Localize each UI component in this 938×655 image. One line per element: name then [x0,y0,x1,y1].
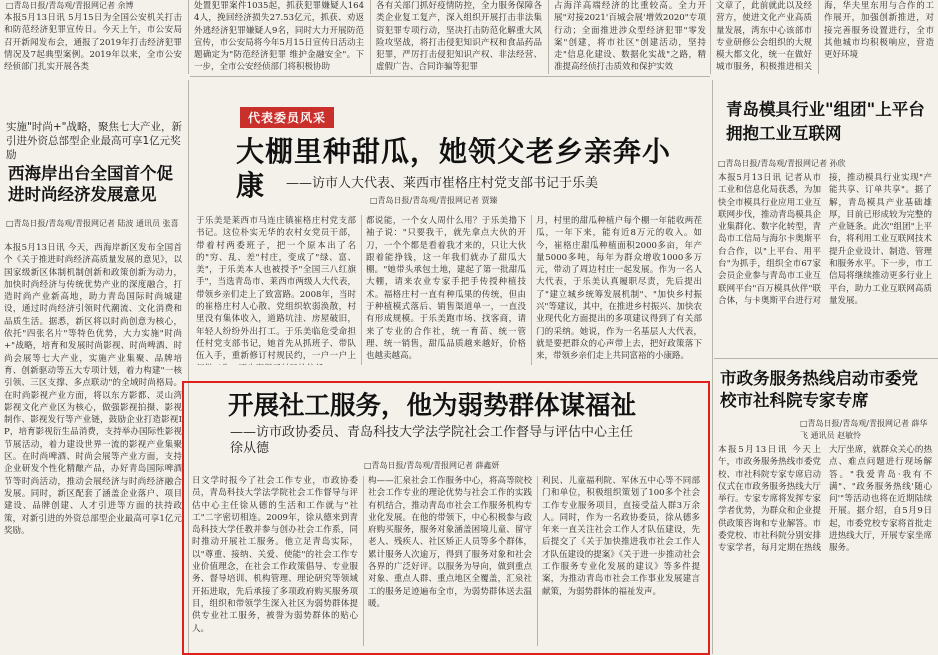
col5-top-text: 文章了，此前就此以及经营方，使进文化产业高质量发展，湾东中心该部市专业研修公会组织的大规模大都文化，统一在做好城市服务，积极推进相关 [716,1,812,73]
feature1-subline: ——访市人大代表、莱西市崔格庄村党支部书记于乐美 [286,176,599,191]
col3-top-text: 各有关部门抓好疫情防控，全力服务保障各类企业复工复产，深入组织开展打击非法集资犯罪专项行动，坚决打击防范化解重大风险攻坚战，将打击侵犯知识产权和食品药品犯罪，严厉打击侵犯知识产权、非法经营、虚假广告、合同诈骗等犯罪 [376,1,542,73]
right-byline2: □青岛日报/青岛观/青报网记者 薛华飞 通讯员 赵敏怜 [800,419,928,440]
right-body2: 本报5月13日讯 今天上午，市政务服务热线市委党校、市社科院专家专席启动仪式在市政务服务热线大厅举行。专家专席将发挥专家学者优势，为群众和企业提供政策咨询和专业解答。市委党校、市社科院分别安排专家学者，每月定期在热线大厅坐席，就群众关心的热点、难点问题进行现场解答。"我爱青岛·我有不满"、"政务服务热线'随心问'"等活动也将在近期陆续开展。据介绍，自5月9日起，市委党校专家将首批走进热线大厅，开展专家坐席服务。 [718,445,932,554]
col1-kicker: 实施"时尚+"战略，聚焦七大产业，新引进外资总部型企业最高可享1亿元奖励 [6,121,182,161]
col1-body: 本报5月13日讯 今天，西海岸新区发布全国首个《关于推进时尚经济高质量发展的意见》，以国家级新区体制机制创新和政策创新为动力，加快时尚经济与传统优势产业的深度融合，打造时尚产业新高地，助力青岛国际时尚城建设，通过时尚经济引领时代潮流、文化消费和品质生活。据悉，新区将以时尚创意为核心，依托"四张名片"等特色优势，大力实施"时尚+"战略，培育和发展时尚影视、时尚啤酒、时尚会展等七大产业，实施产业集聚、品牌培育、创新驱动等五大专项计划，着力构建"一核引领、三区支撑、多点联动"的全域时尚格局。在时尚影视产业方面，将以东方影都、灵山湾影视文化产业区为核心，做强影视拍摄、影视制作、影视发行等产业链，鼓励企业打造影视IP，培育影视衍生品消费，支持举办国际性影视节展活动，着力建设世界一流的影视产业集聚区。在时尚啤酒、时尚会展等产业方面，支持企业研发个性化精酿产品，办好青岛国际啤酒节等时尚活动，推动会展经济与时尚经济融合发展。同时，新区配套了涵盖企业落户、项目建设、品牌创建、人才引进等方面的扶持政策，对新引进的外资总部型企业最高可享1亿元奖励。 [4,243,182,536]
feature1-byline: □青岛日报/青岛观/青报网记者 贾臻 [370,196,498,205]
col4-top-text: 占海洋高端经济的比重较高。全力开展"对接2021'百城会展'增效2020"专项行动；全面推进涉众型经济犯罪"零发案"创建，将市社区"创建活动，坚持走"信息化建设、数据化实战"之路，精准提高经侦打击质效和保护实效 [554,1,706,73]
col1-top-text: 本报5月13日讯 5月15日为全国公安机关打击和防范经济犯罪宣传日。今天上午，市公安局召开新闻发布会，通报了2019年打击经济犯罪情况及7起典型案例。2019年以来，全市公安经侦部门扎实开展各类 [4,13,182,72]
col1-top-byline: □青岛日报/青岛观/青报网记者 余博 [6,1,134,10]
col1-byline: □青岛日报/青岛观/青报网记者 陆波 通讯员 张喜 [6,219,179,228]
col6-top-text: 海，华夫里东用与合作的工作展开，加强创新推进，对接完善服务设置进行，全市其他城市均积极响应，营造更好环境 [824,1,934,61]
col1-headline: 西海岸出台全国首个促进时尚经济发展意见 [8,164,173,204]
right-headline: 青岛模具行业"组团"上平台拥抱工业互联网 [726,100,925,143]
feature2-byline: □青岛日报/青岛观/青报网记者 薛鑫妍 [364,461,500,470]
feature2-subline: ——访市政协委员、青岛科技大学法学院社会工作督导与评估中心主任徐从德 [230,425,634,456]
right-byline: □青岛日报/青岛观/青报网记者 孙欣 [718,159,846,168]
feature1-body-b: 都说能，一个女人周什么用？于乐美撸下袖子说："只要我干，就先拿点大伙的开刀，一个个都是看着我才来的，只让大伙跟着能挣钱，这一年我们就办了甜瓜大棚。"她带头承包土地，建起了第一批甜瓜大棚，请来农业专家手把手传授种植技术。福格庄村一直有种瓜果的传统，但由于种植模式落后、销售渠道单一，一直没有形成规模。于乐美跑市场、找客商，请来了专业的合作社，统一育苗、统一管理、统一销售，甜瓜品质越来越好，价格也越卖越高。 [366,216,526,362]
col2-top-text: 处置犯罪案件1035起，抓获犯罪嫌疑人1644人，挽回经济损失27.53亿元，抓获、劝返外逃经济犯罪嫌疑人9名，同时大力开展防范宣传，市公安局将今年5月15日宣传日活动主题确定为"防范经济犯罪 维护金融安全"。下一步，全市公安经侦部门将积极协助 [194,1,364,73]
feature1-body-c: 月，村里的甜瓜种植户每个棚一年能收两茬瓜，一年下来，能有近8万元的收入。如今，崔格庄甜瓜种植面积2000多亩，年产量5000多吨，每年为群众增收1000多万元，带动了周边村庄一起发展。作为一名人大代表，于乐美认真履职尽责，先后提出了"建立城乡统筹发展机制"、"加快乡村振兴"等建议，其中，在推进乡村振兴、加快农业现代化方面提出的多项建议得到了有关部门的采纳。她说，作为一名基层人大代表，就是要把群众的心声带上去，把好政策落下来，带领乡亲们走上共同富裕的小康路。 [536,216,702,362]
right-body: 本报5月13日讯 记者从市工业和信息化局获悉，为加快全市模具行业应用工业互联网步伐，推动青岛模具企业集群化、数字化转型，青岛市工信局与海尔卡奥斯平台合作，以"上平台、用平台"为抓手，组织全市67家会员企业参与青岛市工业互联网平台"百万模具伙伴"联合体，与卡奥斯平台进行对接，推动模具行业实现"产能共享、订单共享"。据了解，青岛模具产业基础雄厚，目前已形成较为完整的产业链条。此次"组团"上平台，将利用工业互联网技术提升企业设计、制造、管理和服务水平。下一步，市工信局将继续推动更多行业上平台，助力工业互联网高质量发展。 [718,173,932,306]
feature2-body-a: 日文学时报今了社会工作专业，市政协委员，青岛科技大学法学院社会工作督导与评估中心主任徐从德的生活和工作就与"社工"二字密切相连。2009年，徐从德来到青岛科技大学任教并参与创办社会工作系，同时推动开展社工服务。他立足青岛实际，以"尊重、接纳、关爱、使能"的社会工作专业价值理念，在社会工作政策倡导、专业服务、督导培训、机构管理、理论研究等领域开拓进取，先后承接了多项政府购买服务项目，组织和带领学生深入社区为弱势群体提供专业社工服务，被誉为弱势群体的贴心人。 [192,476,358,634]
feature1-body-a: 于乐美是莱西市马连庄镇崔格庄村党支部书记。这位朴实无华的农村女党员干部，带着村两委班子，把一个原本出了名的"穷、乱、差"村庄，变成了"绿、富、美"，于乐美本人也被授予"全国三八红旗手"，当选青岛市、莱西市两级人大代表，带领乡亲们走上了致富路。2008年，当时的崔格庄村人心散、党组织软弱涣散，村里没有集体收入，道路坑洼、房屋破旧，年轻人纷纷外出打工。于乐美临危受命担任村党支部书记，她首先从抓班子、带队伍入手，重新修订村规民约，一户一户上 [196,216,356,362]
feature2-body-b: 构——汇泉社会工作服务中心，将高等院校社会工作专业的理论优势与社会工作的实践有机结合，推动青岛市社会工作服务机构专业化发展。在他的带领下，中心积极参与政府购买服务，服务对象涵盖困境儿童、留守老人、残疾人、社区矫正人员等多个群体，累计服务人次逾万，得到了服务对象和社会各界的广泛好评。以服务为导向，做到重点对象、重点人群、重点地区全覆盖，汇泉社工的服务足迹遍布全市，为弱势群体送去温暖。 [368,476,532,609]
section-tag: 代表委员风采 [240,107,334,128]
feature2-body-c: 利民、儿童福利院、军休五中心等不同部门和单位，积极组织策划了100多个社会工作专业服务项目，直接受益人群3万余人。同时，作为一名政协委员，徐从德多年来一直关注社会工作人才队伍建设，先后提交了《关于加快推进我市社会工作人才队伍建设的提案》《关于进一步推动社会工作服务专业化发展的建议》等多件提案，为推动青岛市社会工作事业发展建言献策，为弱势群体的福祉发声。 [542,476,700,597]
feature2-headline: 开展社工服务，他为弱势群体谋福祉 [228,391,637,421]
right-headline2: 市政务服务热线启动市委党校市社科院专家专席 [720,369,918,410]
feature1-headline: 大棚里种甜瓜，她领父老乡亲奔小康 [236,135,672,202]
